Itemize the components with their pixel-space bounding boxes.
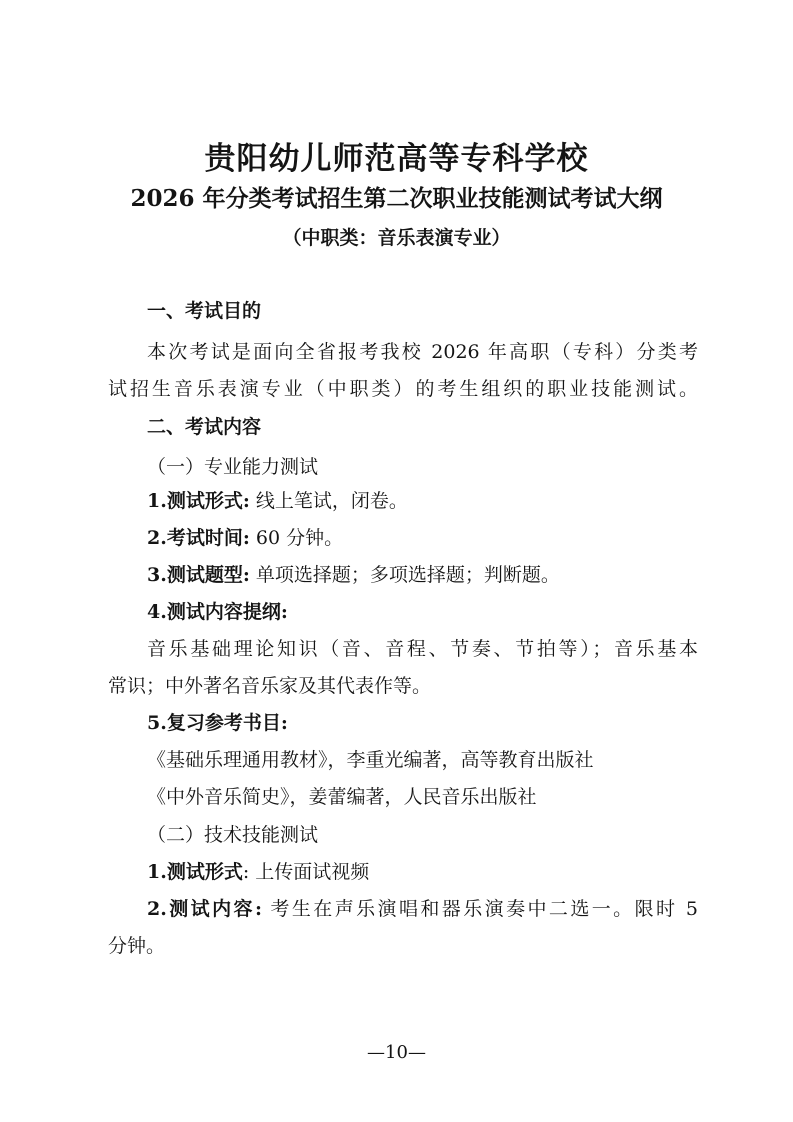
part2-form-value: : 上传面试视频: [242, 861, 370, 883]
part1-type-value: 单项选择题；多项选择题；判断题。: [249, 564, 560, 586]
part1-time-value: 60 分钟。: [249, 527, 344, 549]
part1-book2: 《中外音乐简史》，姜蕾编著，人民音乐出版社: [147, 786, 537, 808]
section1-text-line2: 试招生音乐表演专业（中职类）的考生组织的职业技能测试。: [108, 378, 698, 400]
page-number: —10—: [367, 1042, 426, 1063]
page-subtitle: 2026 年分类考试招生第二次职业技能测试考试大纲: [130, 185, 663, 212]
part2-content-line2: 分钟。: [108, 935, 166, 957]
part1-form-value: 线上笔试，闭卷。: [249, 490, 408, 512]
part1-outline-line1: 音乐基础理论知识（音、音程、节奏、节拍等）；音乐基本: [147, 638, 698, 660]
part1-type: [147, 560, 698, 590]
section1-text-line1: 本次考试是面向全省报考我校 2026 年高职（专科）分类考: [147, 341, 698, 363]
part1-outline-label: 4.测试内容提纲:: [147, 601, 288, 623]
page-title: 贵阳幼儿师范高等专科学校: [204, 141, 589, 177]
part2-heading: （二）技术技能测试: [147, 824, 319, 846]
part2-content-label: 2.测试内容:: [147, 898, 262, 920]
part2-form: [147, 857, 698, 887]
section1-heading: 一、考试目的: [147, 300, 262, 322]
part2-content-value: 考生在声乐演唱和器乐演奏中二选一。限时 5: [261, 898, 698, 920]
part1-heading: （一）专业能力测试: [147, 456, 319, 478]
part1-time-label: 2.考试时间:: [147, 527, 250, 549]
section2-heading: 二、考试内容: [147, 416, 262, 438]
part1-book1: 《基础乐理通用教材》，李重光编著，高等教育出版社: [147, 749, 594, 771]
part1-books-label: 5.复习参考书目:: [147, 712, 288, 734]
part1-form: [147, 486, 698, 516]
part1-form-label: 1.测试形式:: [147, 490, 250, 512]
part1-outline-line2: 常识；中外著名音乐家及其代表作等。: [108, 675, 432, 697]
part1-time: [147, 523, 698, 553]
part2-content: [147, 894, 698, 924]
part2-form-label: 1.测试形式: [147, 861, 243, 883]
part1-type-label: 3.测试题型:: [147, 564, 250, 586]
page-category: （中职类：音乐表演专业）: [282, 227, 511, 249]
